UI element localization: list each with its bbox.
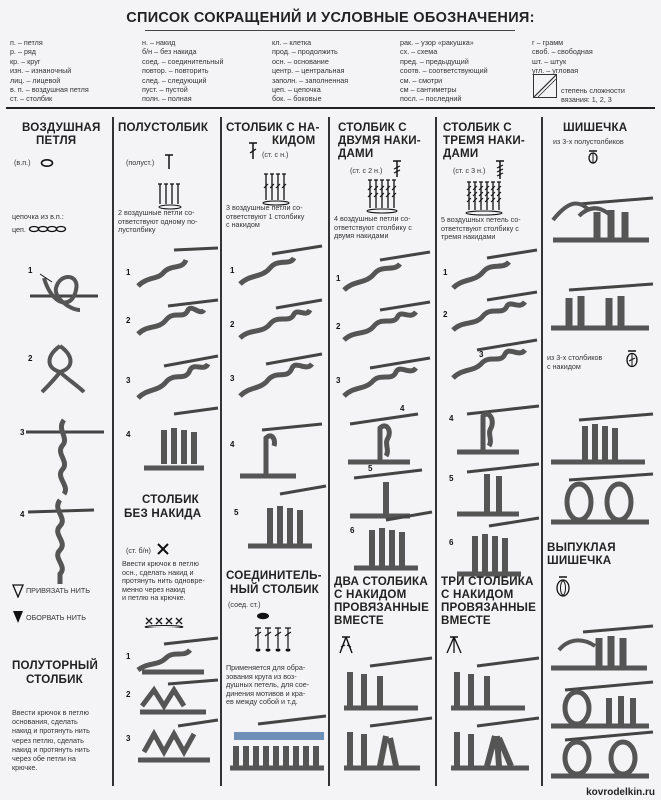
half-double-heading-2: СТОЛБИК (26, 673, 83, 686)
chain-stitch-abbr: (в.п.) (14, 158, 31, 167)
double-crochet-step-1-illustration (236, 244, 322, 290)
half-stitch-step-3-illustration (134, 352, 218, 402)
chain-abbr: цеп. (12, 225, 26, 234)
double-crochet-step-4-illustration (236, 418, 322, 478)
description-line: 2 воздушные петли со- (118, 208, 195, 217)
abbreviation-item: своб. – свободная (532, 47, 593, 57)
abbreviation-item: см – сантиметры (400, 84, 457, 94)
abbreviation-item: полн. – полная (142, 94, 192, 104)
slip-stitch-chain-icon (252, 626, 300, 654)
puff-stitch-heading-2: ШИШЕЧКА (547, 554, 612, 567)
abbreviation-column-1 (10, 38, 89, 104)
triple-treble-description (441, 216, 521, 242)
triple-treble-heading-1: СТОЛБИК С (443, 121, 512, 134)
abbreviation-item: сх. – схема (400, 47, 438, 57)
description-line: накид и протянуть нить (12, 726, 90, 736)
bobble-step-1-illustration (549, 180, 653, 244)
half-stitch-symbol-icon (164, 154, 174, 170)
chain-label: цепочка из в.п.: (12, 212, 64, 221)
abbreviation-item: ст. – столбик (10, 94, 53, 104)
step-number: 1 (443, 268, 448, 277)
triple-treble-heading-3: ДАМИ (443, 147, 479, 160)
description-line: 3 воздушные петли со- (226, 203, 303, 212)
half-stitch-heading: ПОЛУСТОЛБИК (118, 121, 209, 134)
abbreviation-column-2 (142, 38, 223, 104)
step-number: 1 (126, 652, 131, 661)
description-line: ответствуют одному по- (118, 216, 198, 226)
puff-stitch-heading-1: ВЫПУКЛАЯ (547, 541, 616, 554)
abbreviation-item: пред. – предыдущий (400, 56, 469, 66)
cut-yarn-label: ОБОРВАТЬ НИТЬ (26, 613, 86, 622)
abbreviation-item: кр. – круг (10, 56, 41, 66)
single-crochet-heading-1: СТОЛБИК (142, 493, 199, 506)
treble-crochet-description (334, 215, 412, 241)
slip-stitch-symbol-icon (256, 612, 270, 620)
triple-step-3-illustration (449, 336, 537, 382)
abbreviation-column-4 (400, 38, 488, 104)
half-stitch-abbr: (полуст.) (126, 158, 155, 167)
treble-step-3-illustration (340, 354, 430, 400)
description-line: из 3-х столбиков (547, 353, 603, 362)
chain-row-icon (28, 224, 72, 234)
abbreviation-item: изн. – изнаночный (10, 66, 72, 76)
description-line: накид и протянуть нить (12, 744, 90, 754)
step-number: 3 (20, 428, 25, 437)
puff-step-1-illustration (549, 616, 653, 672)
double-crochet-heading-2: КИДОМ (272, 134, 316, 147)
triple-treble-heading-2: ТРЕМЯ НАКИ- (443, 134, 525, 147)
treble-crochet-symbol-icon (392, 160, 402, 178)
abbreviation-item: прод. – продолжить (272, 47, 338, 57)
step-number: 2 (443, 310, 448, 319)
triple-treble-abbr: (ст. с 3 н.) (453, 166, 486, 175)
single-crochet-description (122, 560, 205, 603)
step-number: 3 (479, 350, 484, 359)
bobble-step-4-illustration (549, 470, 653, 526)
treble-crochet-heading-3: ДАМИ (338, 147, 374, 160)
triple-treble-column (439, 118, 539, 784)
step-number: 1 (230, 266, 235, 275)
step-number: 2 (28, 354, 33, 363)
half-stitch-chain-icon (156, 182, 186, 210)
two-dc-together-symbol-icon (338, 636, 354, 654)
step-number: 5 (449, 474, 454, 483)
abbreviation-item: лиц. – лицевой (10, 75, 61, 85)
step-number: 2 (126, 690, 131, 699)
site-watermark: kovrodelkin.ru (586, 787, 655, 798)
single-crochet-step-2-illustration (134, 676, 218, 716)
three-dc-together-heading-4: ВМЕСТЕ (441, 614, 491, 627)
abbreviation-item: р. – ряд (10, 47, 36, 57)
half-stitch-description (118, 209, 197, 235)
tie-yarn-icon (12, 584, 24, 598)
abbreviation-item: цеп. – цепочка (272, 84, 321, 94)
complexity-badge-icon (533, 74, 557, 98)
abbreviation-item: осн. – основание (272, 56, 329, 66)
half-stitch-step-4-illustration (134, 408, 218, 472)
description-line: душных петель, для сое- (226, 680, 310, 690)
bobble-step-2-illustration (549, 278, 653, 334)
abbreviation-column-3 (272, 38, 348, 104)
triple-step-1-illustration (449, 248, 537, 294)
title-underline (145, 30, 515, 31)
page-title: СПИСОК СОКРАЩЕНИЙ И УСЛОВНЫЕ ОБОЗНАЧЕНИЯ: (126, 10, 535, 26)
section-divider (6, 107, 655, 109)
abbreviation-column-5 (532, 38, 593, 76)
bobble-heading: ШИШЕЧКА (563, 121, 628, 134)
triple-step-4-illustration (453, 400, 539, 456)
chain-symbol-icon (40, 158, 54, 168)
treble-crochet-chain-icon (364, 178, 404, 214)
description-line: динения мотивов и кра- (226, 688, 306, 698)
description-line: зования круга из воз- (226, 671, 297, 681)
slip-stitch-description (226, 664, 309, 707)
triple-step-2-illustration (449, 290, 537, 336)
double-crochet-step-3-illustration (236, 350, 322, 400)
half-double-heading-1: ПОЛУТОРНЫЙ (12, 659, 99, 672)
description-line: ответствуют столбику с (334, 222, 412, 232)
chain-stitch-column (8, 118, 110, 784)
abbreviation-item: заполн. – заполненная (272, 75, 349, 85)
single-crochet-step-3-illustration (134, 718, 218, 768)
triple-treble-chain-icon (463, 180, 511, 216)
description-line: лустолбику (118, 225, 156, 235)
two-dc-together-heading-4: ВМЕСТЕ (334, 614, 384, 627)
abbreviation-item: соед. – соединительный (142, 56, 224, 66)
step-number: 1 (126, 268, 131, 277)
single-crochet-abbr: (ст. б/н) (126, 546, 151, 555)
column-divider (541, 117, 543, 786)
double-crochet-abbr: (ст. с н.) (262, 150, 289, 159)
two-dc-together-heading-3: ПРОВЯЗАННЫЕ (334, 601, 430, 614)
chain-step-4-illustration (28, 496, 108, 586)
step-number: 6 (350, 526, 355, 535)
column-divider (112, 117, 114, 786)
step-number: 1 (28, 266, 33, 275)
abbreviation-item: б/н – без накида (142, 47, 197, 57)
abbreviation-item: кл. – клетка (272, 38, 312, 47)
complexity-line-1: степень сложности (561, 86, 625, 95)
description-line: основания, сделать (12, 717, 78, 727)
treble-step-1-illustration (340, 250, 430, 296)
two-dc-together-heading-1: ДВА СТОЛБИКА (334, 575, 428, 588)
step-number: 4 (449, 414, 454, 423)
abbreviation-item: п. – петля (10, 38, 43, 47)
chain-stitch-heading-1: ВОЗДУШНАЯ (22, 121, 101, 134)
bobble-column (545, 118, 655, 784)
abbreviation-item: шт. – штук (532, 56, 567, 66)
step-number: 3 (336, 376, 341, 385)
abbreviation-item: см. – смотри (400, 75, 443, 85)
step-number: 4 (400, 404, 405, 413)
tie-yarn-label: ПРИВЯЗАТЬ НИТЬ (26, 586, 91, 595)
column-divider (328, 117, 330, 786)
description-line: менно через накид (122, 584, 186, 594)
chain-step-2-illustration (38, 344, 88, 394)
description-line: ответствуют столбику с (441, 223, 519, 233)
step-number: 3 (230, 374, 235, 383)
abbreviation-item: соотв. – соответствующий (400, 66, 488, 76)
step-number: 4 (230, 440, 235, 449)
three-dc-together-step-2-illustration (447, 716, 539, 772)
description-line: с накидом (226, 220, 260, 230)
abbreviation-item: угл. – угловая (532, 66, 579, 76)
description-line: с накидом (547, 361, 581, 371)
column-divider (220, 117, 222, 786)
double-crochet-step-5-illustration (242, 486, 326, 550)
abbreviation-item: рак. – узор «ракушка» (400, 38, 474, 47)
abbreviation-item: бок. – боковые (272, 94, 322, 104)
triple-step-6-illustration (455, 518, 539, 578)
step-number: 3 (126, 734, 131, 743)
treble-crochet-heading-2: ДВУМЯ НАКИ- (338, 134, 421, 147)
single-crochet-symbol-icon (156, 542, 170, 556)
double-crochet-step-2-illustration (236, 298, 322, 344)
description-line: крючке. (12, 763, 38, 773)
two-dc-together-step-1-illustration (340, 656, 432, 712)
bobble-half-stitch-note: из 3-х полустолбиков (553, 137, 624, 146)
description-line: ев между собой и т.д. (226, 697, 298, 707)
step-number: 5 (234, 508, 239, 517)
complexity-line-2: вязания: 1, 2, 3 (561, 95, 612, 104)
abbreviation-item: в. п. – воздушная петля (10, 84, 89, 94)
step-number: 6 (449, 538, 454, 547)
double-crochet-chain-icon (260, 172, 294, 206)
slip-stitch-heading-2: НЫЙ СТОЛБИК (230, 583, 319, 596)
three-dc-together-heading-1: ТРИ СТОЛБИКА (441, 575, 534, 588)
description-line: Ввести крючок в петлю (12, 708, 89, 717)
abbreviation-item: посл. – последний (400, 94, 462, 104)
treble-step-4-illustration (340, 410, 430, 466)
chain-step-1-illustration (30, 266, 100, 316)
description-line: 5 воздушных петель со- (441, 215, 521, 224)
abbreviation-item: н. – накид (142, 38, 176, 47)
single-crochet-row-icon (144, 616, 184, 628)
double-crochet-heading-1: СТОЛБИК С НА- (226, 121, 320, 134)
chain-stitch-heading-2: ПЕТЛЯ (36, 134, 77, 147)
description-line: ответствуют 1 столбику (226, 211, 305, 221)
bobble-double-symbol-icon (625, 350, 639, 368)
chain-step-3-illustration (26, 416, 106, 496)
three-dc-together-symbol-icon (445, 636, 463, 654)
two-dc-together-step-2-illustration (340, 716, 432, 772)
description-line: двумя накидами (334, 231, 389, 241)
abbreviation-item: повтор. – повторить (142, 66, 209, 76)
step-number: 1 (336, 274, 341, 283)
description-line: осн., сделать накид и (122, 567, 194, 577)
puff-step-2-illustration (549, 678, 653, 730)
slip-stitch-illustration (228, 716, 326, 772)
double-crochet-column (224, 118, 326, 784)
step-number: 4 (20, 510, 25, 519)
bobble-step-3-illustration (549, 410, 653, 466)
triple-treble-symbol-icon (495, 160, 505, 180)
complexity-note (561, 86, 625, 104)
description-line: Ввести крючок в петлю (122, 559, 199, 568)
step-number: 2 (336, 322, 341, 331)
abbreviation-item: г – грамм (532, 38, 564, 47)
puff-stitch-symbol-icon (555, 576, 571, 598)
three-dc-together-step-1-illustration (447, 656, 539, 712)
double-crochet-symbol-icon (248, 142, 258, 160)
description-line: 4 воздушные петли со- (334, 214, 411, 223)
step-number: 4 (126, 430, 131, 439)
treble-crochet-heading-1: СТОЛБИК С (338, 121, 407, 134)
description-line: протянуть нить одновре- (122, 576, 205, 586)
treble-crochet-abbr: (ст. с 2 н.) (350, 166, 383, 175)
treble-crochet-column (332, 118, 434, 784)
description-line: через обе петли на (12, 754, 76, 764)
single-crochet-step-1-illustration (134, 636, 218, 676)
three-dc-together-heading-3: ПРОВЯЗАННЫЕ (441, 601, 537, 614)
description-line: тремя накидами (441, 232, 496, 242)
triple-step-5-illustration (453, 460, 539, 516)
double-crochet-description (226, 204, 304, 230)
bobble-double-note (547, 354, 602, 371)
half-double-description (12, 708, 90, 772)
step-number: 2 (126, 316, 131, 325)
abbreviation-item: след. – следующий (142, 75, 207, 85)
step-number: 5 (368, 464, 373, 473)
treble-step-5-illustration (340, 468, 430, 518)
column-divider (435, 117, 437, 786)
step-number: 3 (126, 376, 131, 385)
two-dc-together-heading-2: С НАКИДОМ (334, 588, 407, 601)
slip-stitch-heading-1: СОЕДИНИТЕЛЬ- (226, 569, 322, 582)
puff-step-3-illustration (549, 730, 653, 780)
single-crochet-heading-2: БЕЗ НАКИДА (124, 507, 202, 520)
treble-step-2-illustration (340, 300, 430, 346)
treble-step-6-illustration (352, 512, 432, 572)
abbreviation-item: центр. – центральная (272, 66, 345, 76)
description-line: Применяется для обра- (226, 663, 306, 672)
bobble-half-stitch-symbol-icon (587, 150, 599, 164)
half-stitch-column (116, 118, 218, 784)
step-number: 2 (230, 320, 235, 329)
abbreviation-item: пуст. – пустой (142, 84, 188, 94)
description-line: через петлю, сделать (12, 735, 84, 745)
description-line: и петлю на крючке. (122, 593, 186, 603)
three-dc-together-heading-2: С НАКИДОМ (441, 588, 514, 601)
cut-yarn-icon (12, 610, 24, 624)
slip-stitch-abbr: (соед. ст.) (228, 600, 261, 609)
half-stitch-step-1-illustration (134, 246, 218, 292)
half-stitch-step-2-illustration (134, 294, 218, 340)
